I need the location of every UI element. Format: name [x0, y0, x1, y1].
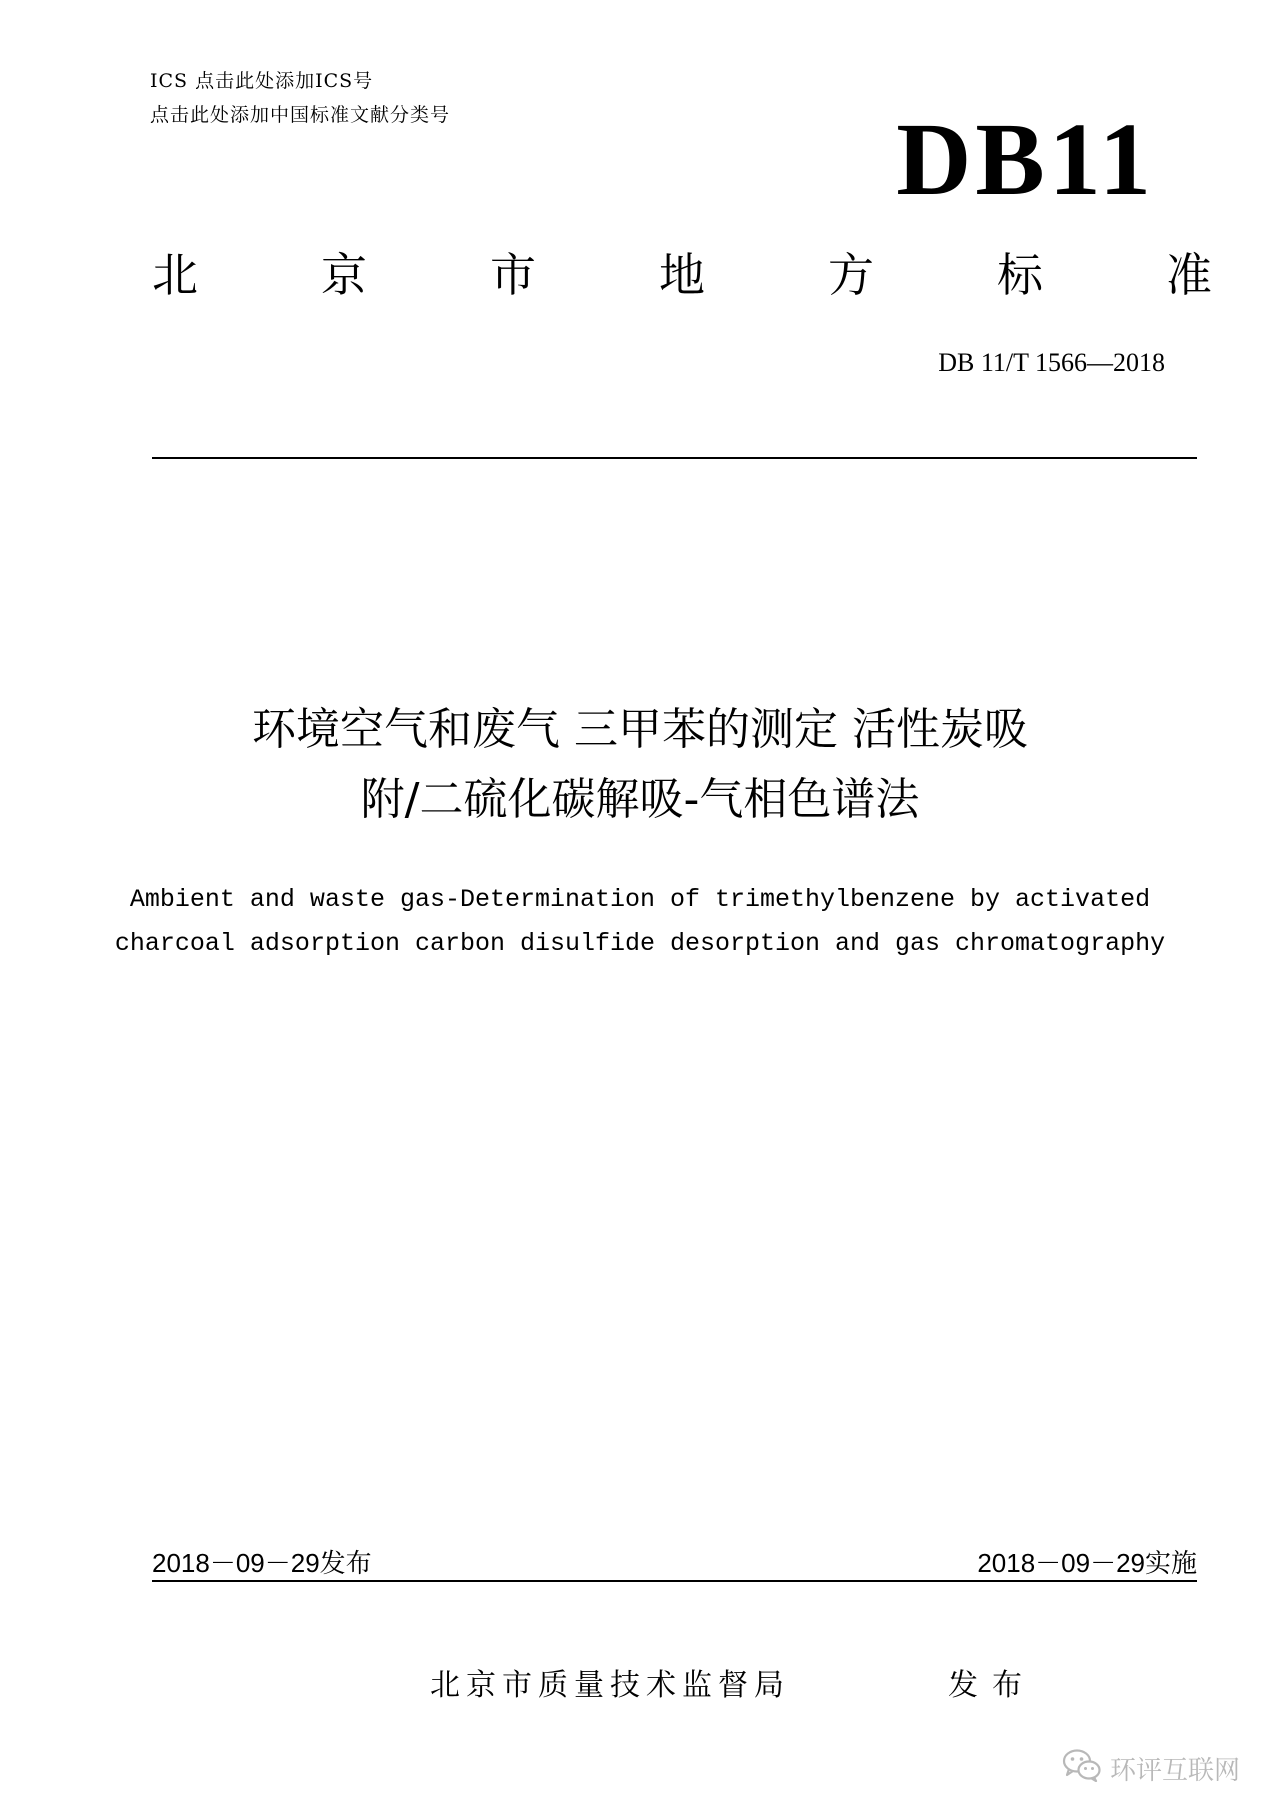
chinese-title-line-1: 环境空气和废气 三甲苯的测定 活性炭吸: [252, 704, 1028, 755]
standard-type-char: 标: [997, 248, 1043, 302]
standard-type-char: 准: [1166, 248, 1212, 302]
ccs-code-line: 点击此处添加中国标准文献分类号: [150, 104, 451, 126]
standard-type-heading: [152, 248, 1212, 302]
publish-label: 发布: [948, 1668, 1036, 1703]
publisher-name: 北京市质量技术监督局: [430, 1668, 790, 1703]
db11-logo: DB11: [896, 102, 1155, 217]
implementation-date: 2018－09－29实施: [977, 1548, 1197, 1578]
english-title-line-2: charcoal adsorption carbon disulfide desorption and gas chromatography: [114, 929, 1166, 958]
standard-type-char: 京: [321, 248, 367, 302]
top-divider: [152, 457, 1197, 459]
bottom-divider: [152, 1580, 1197, 1582]
standard-number: DB 11/T 1566—2018: [938, 348, 1165, 377]
chinese-title-line-2: 附/二硫化碳解吸-气相色谱法: [360, 774, 920, 825]
issue-date: 2018－09－29发布: [152, 1548, 372, 1578]
standard-type-char: 方: [828, 248, 874, 302]
watermark-text: 环评互联网: [1109, 1756, 1240, 1786]
standard-type-char: 北: [152, 248, 198, 302]
ics-code-line: ICS 点击此处添加ICS号: [150, 70, 374, 92]
standard-type-char: 地: [659, 248, 705, 302]
standard-type-char: 市: [490, 248, 536, 302]
watermark: [1062, 1748, 1240, 1789]
wechat-icon: [1062, 1748, 1102, 1789]
english-title-line-1: Ambient and waste gas-Determination of trimethylbenzene by activated: [129, 885, 1151, 914]
